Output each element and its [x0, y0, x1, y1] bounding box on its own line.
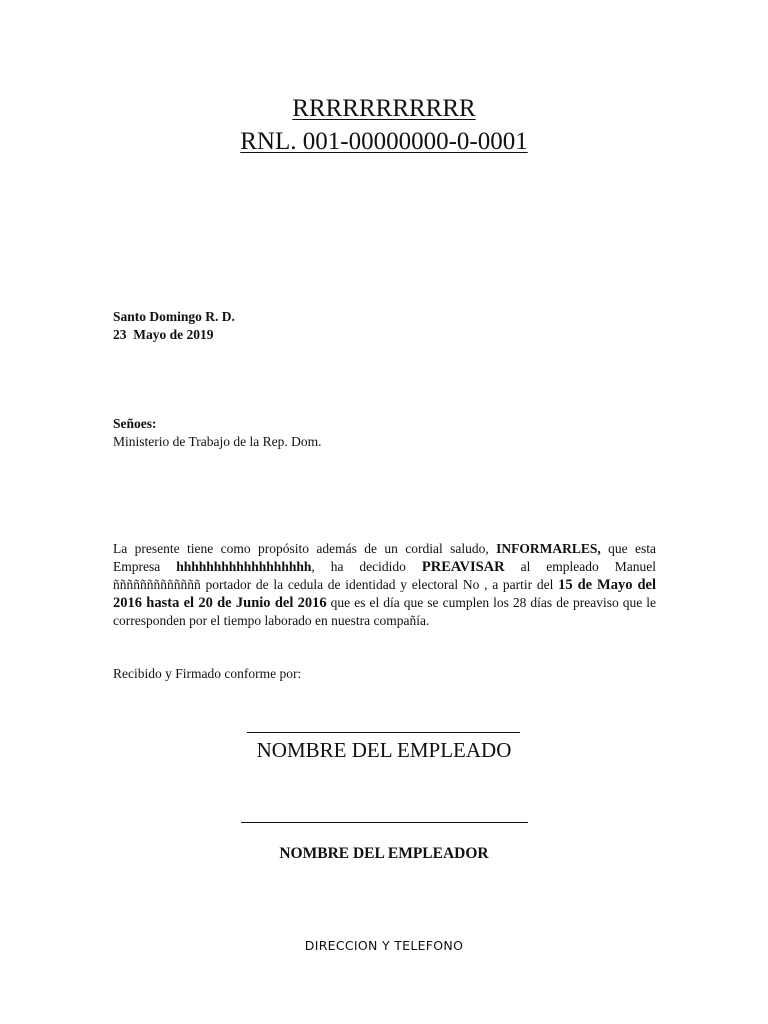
letter-body: [113, 540, 656, 630]
company-rnl: RNL. 001-00000000-0-0001: [240, 128, 528, 155]
body-text-4: al empleado Manuel ñññññññññññññ portador de la cedula de identidad y electoral No , a partir del: [113, 559, 656, 592]
letter-place: Santo Domingo R. D.: [113, 309, 235, 324]
body-bold-company: hhhhhhhhhhhhhhhhhh: [176, 559, 312, 574]
address-phone: DIRECCION Y TELEFONO: [304, 938, 464, 953]
body-bold-preavisar: PREAVISAR: [421, 559, 505, 575]
employer-name: NOMBRE DEL EMPLEADOR: [279, 845, 489, 862]
recipient: Ministerio de Trabajo de la Rep. Dom.: [113, 434, 322, 449]
employee-name: NOMBRE DEL EMPLEADO: [256, 738, 512, 762]
body-text-2: que esta Empresa: [113, 541, 656, 574]
employer-signature-line: [241, 822, 528, 823]
letter-date: 23 Mayo de 2019: [113, 327, 214, 342]
letter-header: [0, 92, 768, 158]
employee-signature-line: [247, 732, 520, 733]
body-text-1: La presente tiene como propósito además de un cordial saludo,: [113, 541, 497, 556]
place-date-block: [113, 308, 235, 344]
body-text-3: , ha decidido: [311, 559, 422, 574]
addressee-block: [113, 415, 321, 451]
body-bold-dates: 15 de Mayo del 2016 hasta el 20 de Junio del 2016: [113, 577, 656, 611]
company-name: RRRRRRRRRRR: [292, 95, 476, 122]
body-bold-informarles: INFORMARLES,: [496, 541, 601, 556]
salutation: Señoes:: [113, 416, 157, 431]
body-text-5: que es el día que se cumplen los 28 días de preaviso que le corresponden por el tiempo laborado en nuestra compañía.: [113, 595, 656, 628]
received-signed-line: Recibido y Firmado conforme por:: [113, 666, 302, 681]
